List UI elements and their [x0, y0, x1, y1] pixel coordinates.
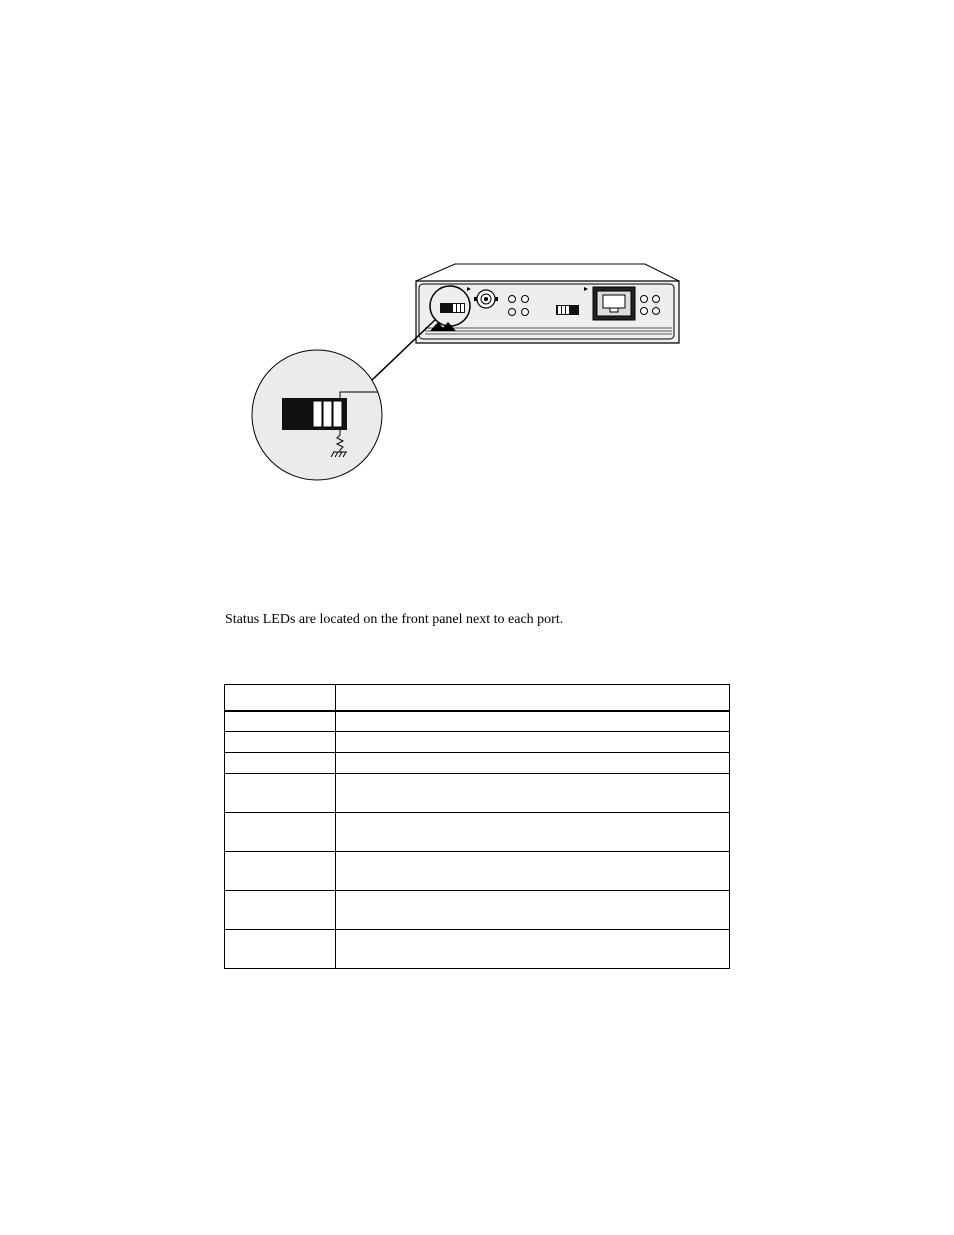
dip-switch-middle [556, 305, 579, 315]
table-cell [336, 774, 730, 813]
table-cell [225, 930, 336, 969]
dip-switch-small [440, 303, 465, 313]
led-status-table [224, 684, 730, 969]
table-row [225, 813, 730, 852]
rj45-port [593, 287, 635, 320]
table-row [225, 852, 730, 891]
intro-paragraph: Status LEDs are located on the front panel next to each port. [225, 612, 564, 627]
table-cell [336, 753, 730, 774]
table-header-row [225, 685, 730, 711]
table-cell [225, 774, 336, 813]
device-front-panel-figure [0, 0, 954, 600]
table-row [225, 732, 730, 753]
table-cell [336, 852, 730, 891]
table-row [225, 753, 730, 774]
table-row [225, 891, 730, 930]
table-cell [336, 732, 730, 753]
table-cell [225, 711, 336, 732]
header-cell [336, 685, 730, 711]
table-cell [225, 852, 336, 891]
table-row [225, 930, 730, 969]
header-cell [225, 685, 336, 711]
magnifier-callout [252, 350, 382, 480]
table-row [225, 774, 730, 813]
table-cell [225, 732, 336, 753]
table-cell [336, 891, 730, 930]
callout-line [372, 319, 436, 380]
table-cell [225, 753, 336, 774]
table-cell [336, 813, 730, 852]
table-cell [336, 930, 730, 969]
table-cell [336, 711, 730, 732]
table-cell [225, 891, 336, 930]
table-row [225, 711, 730, 732]
table-cell [225, 813, 336, 852]
